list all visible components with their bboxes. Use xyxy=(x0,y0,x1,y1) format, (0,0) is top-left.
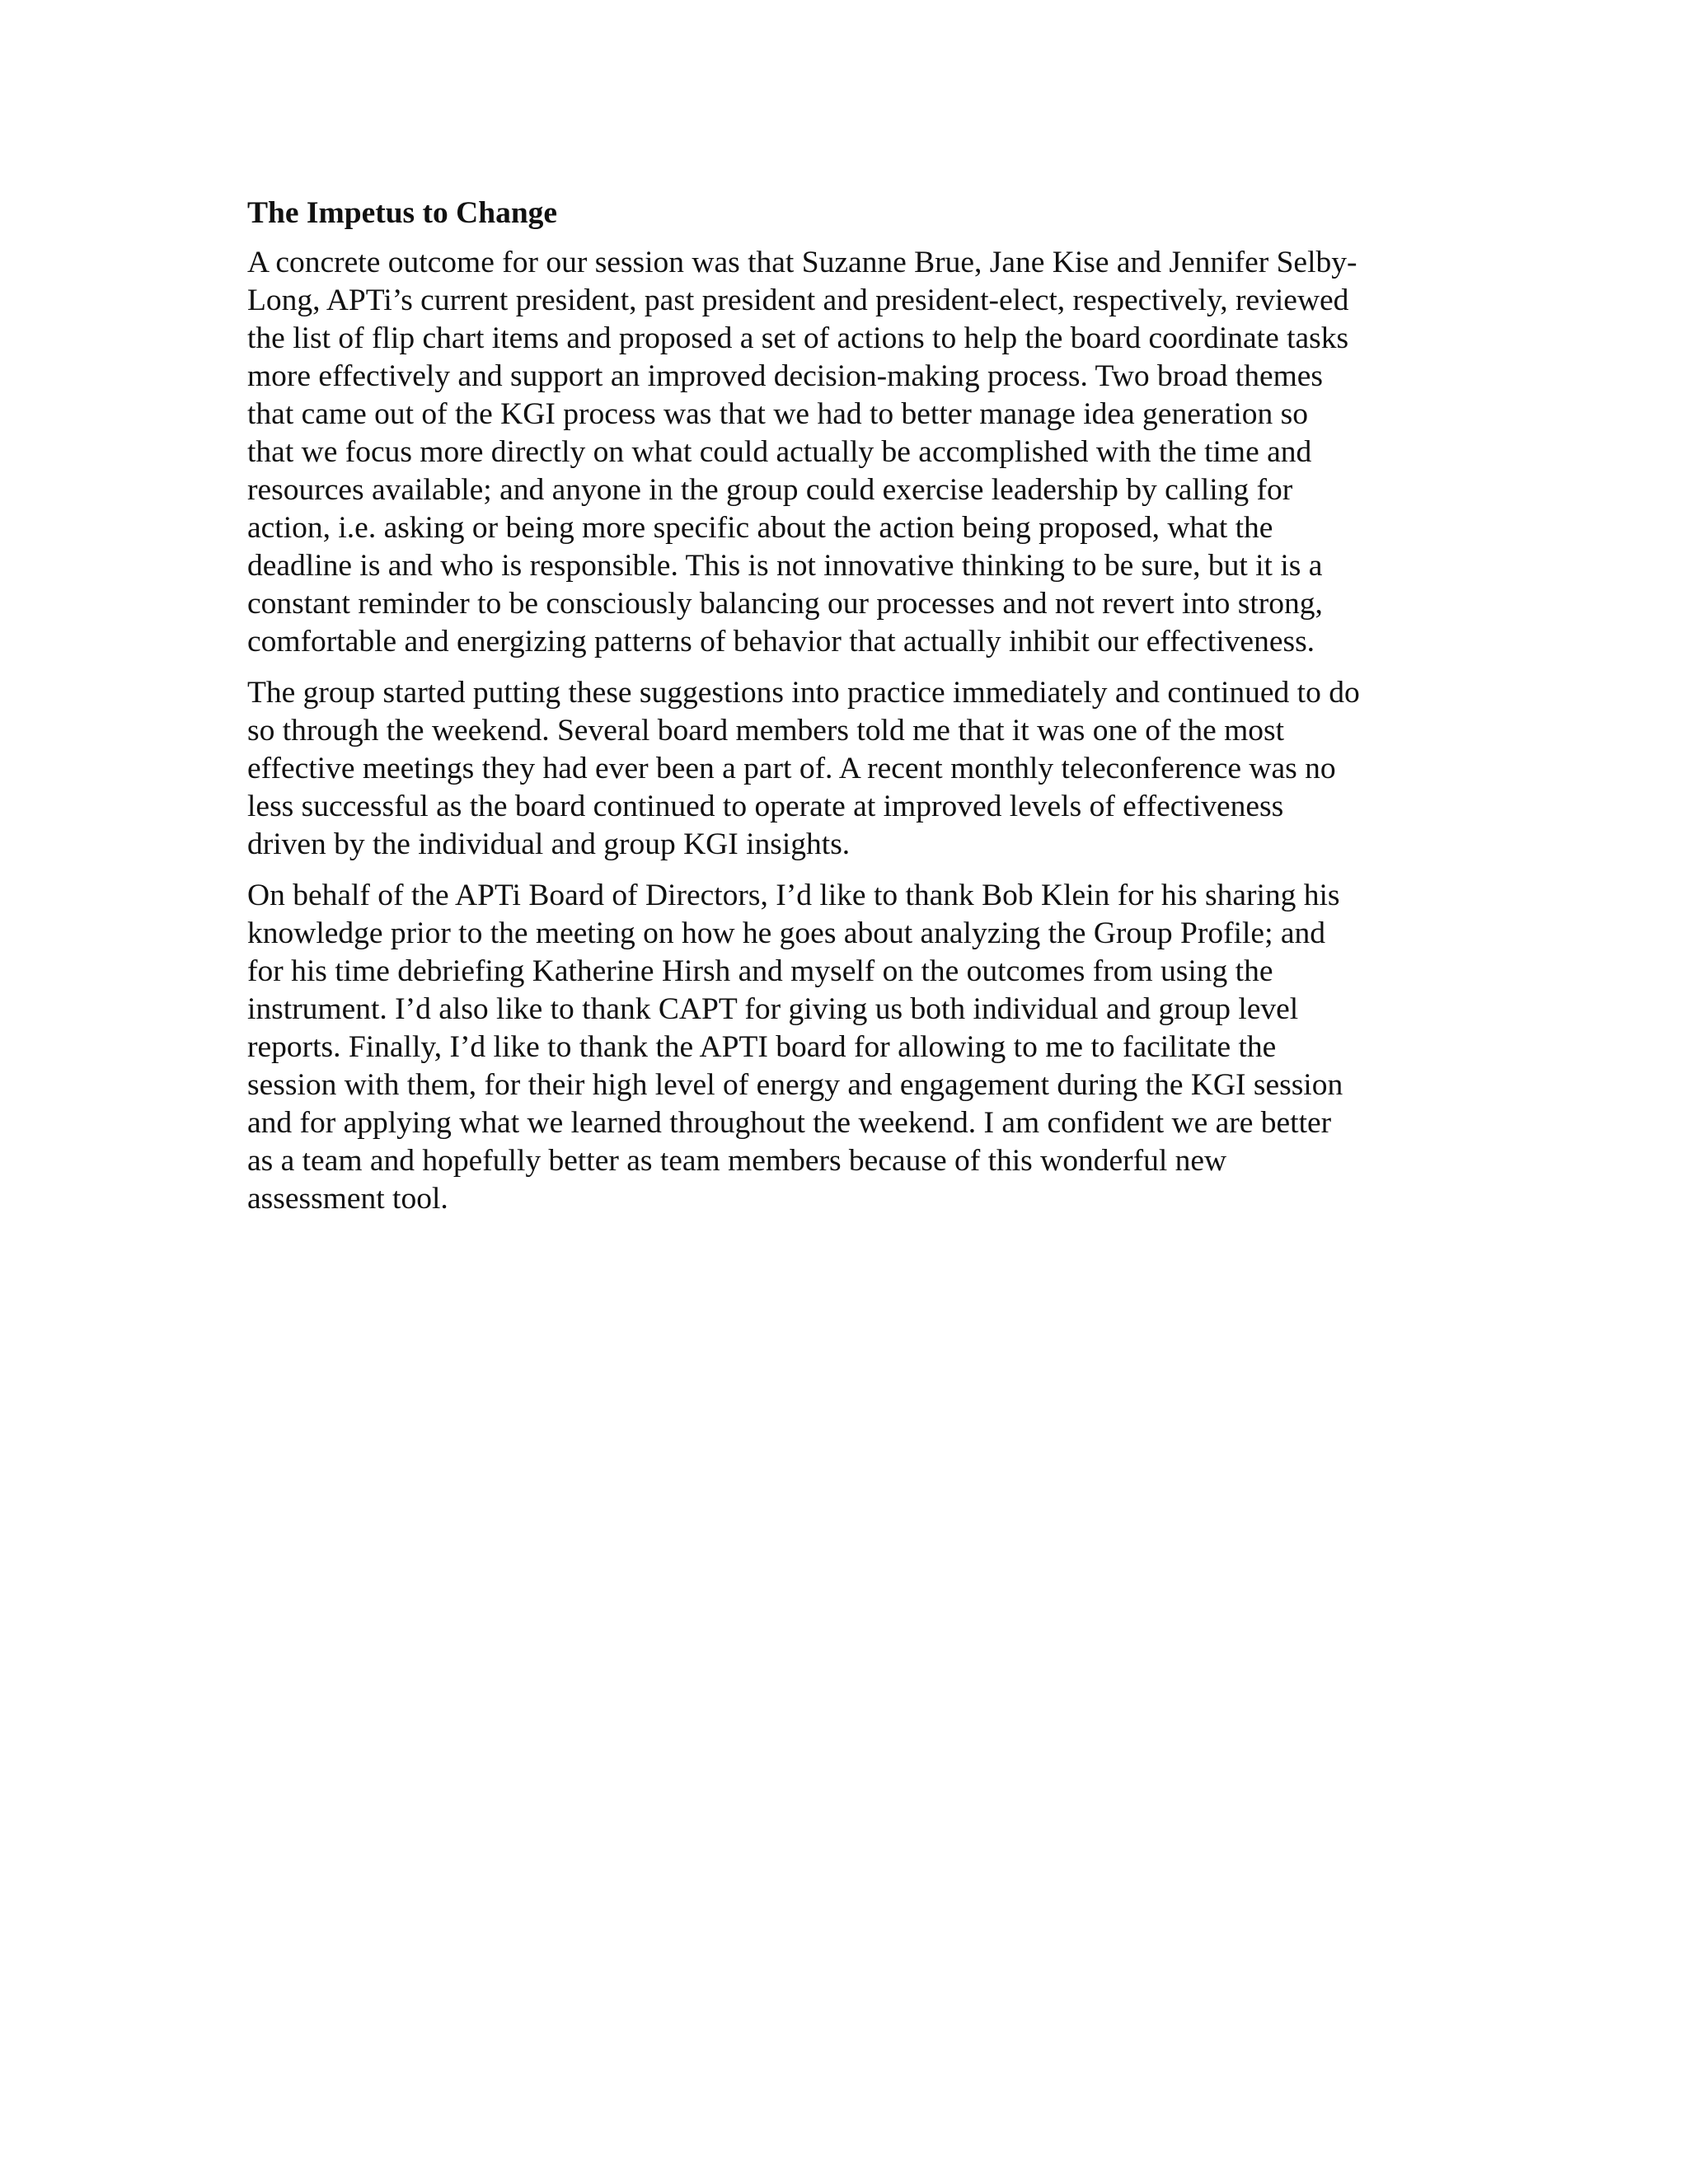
text-line: comfortable and energizing patterns of behavior that actually inhibit our effectiveness. xyxy=(247,625,1315,658)
text-line: so through the weekend. Several board members told me that it was one of the most xyxy=(247,714,1285,748)
text-line: for his time debriefing Katherine Hirsh and myself on the outcomes from using the xyxy=(247,954,1273,988)
paragraph-1 xyxy=(247,244,1455,661)
text-line: On behalf of the APTi Board of Directors, I’d like to thank Bob Klein for his sharing his xyxy=(247,879,1340,912)
text-line: effective meetings they had ever been a part of. A recent monthly teleconference was no xyxy=(247,752,1336,785)
text-line: reports. Finally, I’d like to thank the APTI board for allowing to me to facilitate the xyxy=(247,1030,1277,1064)
text-line: the list of flip chart items and proposed a set of actions to help the board coordinate tasks xyxy=(247,321,1349,355)
document-body xyxy=(247,194,1455,1231)
text-line: action, i.e. asking or being more specific about the action being proposed, what the xyxy=(247,511,1273,545)
text-line: driven by the individual and group KGI insights. xyxy=(247,827,851,861)
text-line: that came out of the KGI process was that we had to better manage idea generation so xyxy=(247,397,1309,431)
text-line: more effectively and support an improved decision-making process. Two broad themes xyxy=(247,359,1324,393)
text-line: The group started putting these suggestions into practice immediately and continued to do xyxy=(247,676,1360,710)
text-line: resources available; and anyone in the group could exercise leadership by calling for xyxy=(247,473,1293,507)
text-line: instrument. I’d also like to thank CAPT for giving us both individual and group level xyxy=(247,992,1299,1026)
text-line: less successful as the board continued to operate at improved levels of effectiveness xyxy=(247,790,1284,823)
text-line: deadline is and who is responsible. This is not innovative thinking to be sure, but it is a xyxy=(247,549,1323,583)
text-line: A concrete outcome for our session was that Suzanne Brue, Jane Kise and Jennifer Selby- xyxy=(247,246,1357,279)
text-line: knowledge prior to the meeting on how he goes about analyzing the Group Profile; and xyxy=(247,916,1326,950)
text-line: assessment tool. xyxy=(247,1182,448,1216)
text-line: and for applying what we learned throughout the weekend. I am confident we are better xyxy=(247,1106,1332,1140)
text-line: session with them, for their high level of energy and engagement during the KGI session xyxy=(247,1068,1343,1102)
text-line: constant reminder to be consciously balancing our processes and not revert into strong, xyxy=(247,587,1323,621)
text-line: Long, APTi’s current president, past president and president-elect, respectively, reviewed xyxy=(247,284,1349,317)
text-line: that we focus more directly on what could actually be accomplished with the time and xyxy=(247,435,1312,469)
paragraph-3 xyxy=(247,877,1455,1218)
paragraph-2 xyxy=(247,674,1455,864)
text-line: as a team and hopefully better as team members because of this wonderful new xyxy=(247,1144,1227,1178)
section-title: The Impetus to Change xyxy=(247,196,558,230)
